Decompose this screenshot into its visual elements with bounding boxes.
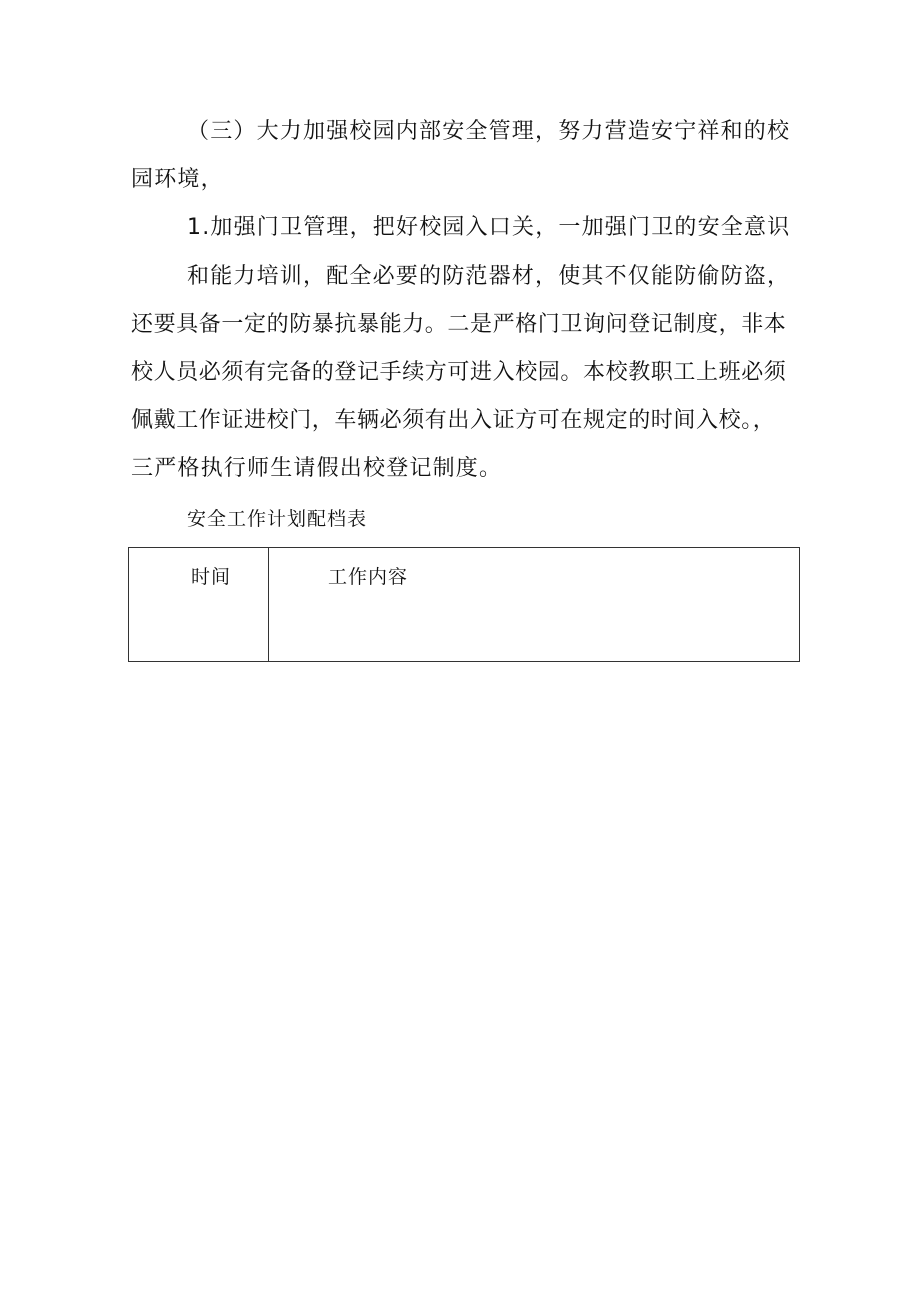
table-header-content-cell xyxy=(269,548,799,661)
table-caption: 安全工作计划配档表 xyxy=(187,508,368,530)
plan-table xyxy=(128,547,800,662)
paragraph-item-line-1: 1.加强门卫管理，把好校园入口关，一加强门卫的安全意识 xyxy=(187,215,791,240)
table-header-time: 时间 xyxy=(191,566,232,588)
paragraph-item-line-4: 校人员必须有完备的登记手续方可进入校园。本校教职工上班必须 xyxy=(131,360,787,385)
paragraph-item-line-3: 还要具备一定的防暴抗暴能力。二是严格门卫询问登记制度，非本 xyxy=(131,312,787,337)
paragraph-item-line-5: 佩戴工作证进校门，车辆必须有出入证方可在规定的时间入校。， xyxy=(131,408,776,433)
table-header-time-cell xyxy=(129,548,269,661)
paragraph-item-line-6: 三严格执行师生请假出校登记制度。 xyxy=(131,456,503,481)
paragraph-heading-line-2: 园环境， xyxy=(131,167,224,192)
table-header-content: 工作内容 xyxy=(328,566,409,588)
paragraph-item-line-2: 和能力培训，配全必要的防范器材，使其不仅能防偷防盗， xyxy=(187,264,791,289)
paragraph-heading-line-1: （三）大力加强校园内部安全管理，努力营造安宁祥和的校 xyxy=(187,119,791,144)
